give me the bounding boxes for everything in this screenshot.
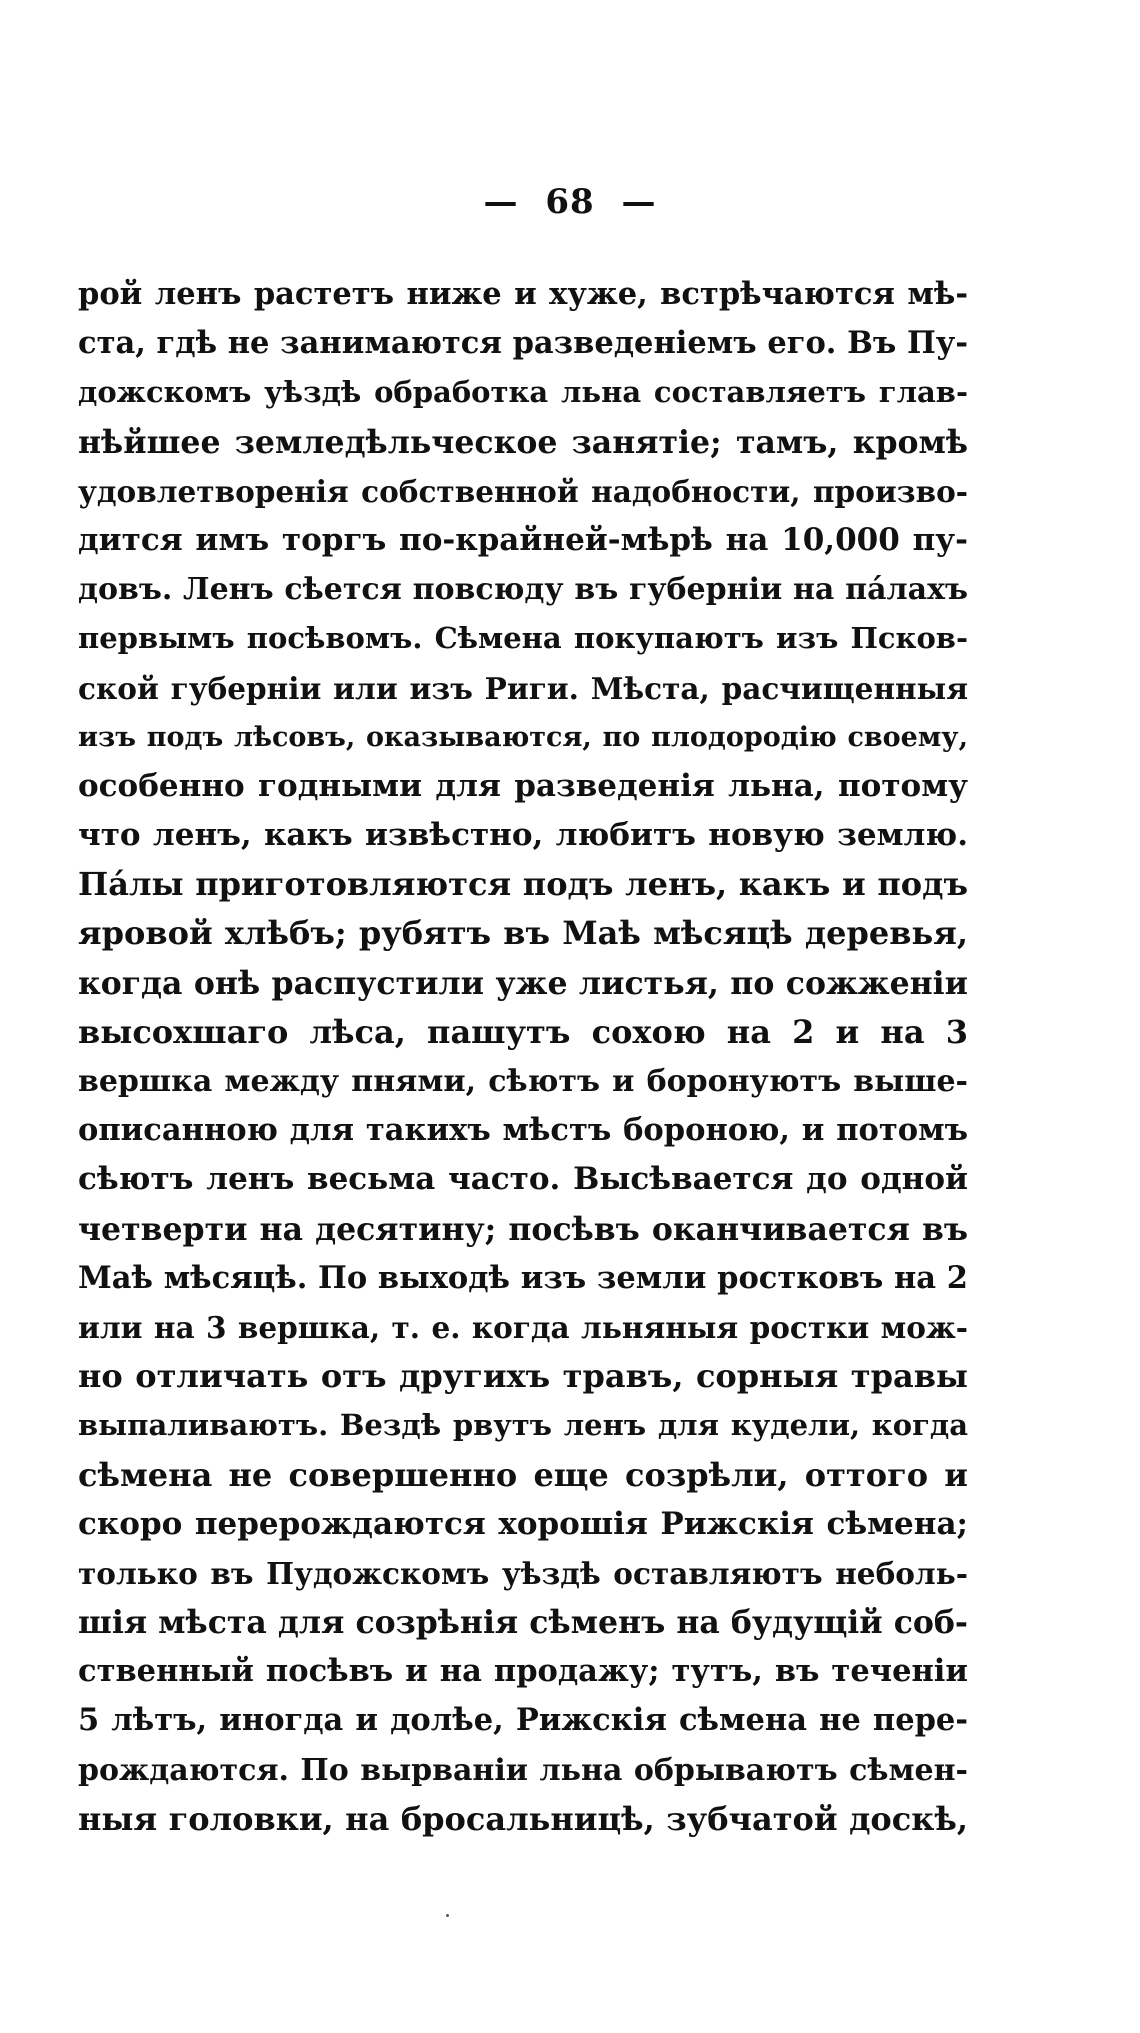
text-line: довъ. Ленъ сѣется повсюду въ губерніи на пáлахъ xyxy=(78,572,968,608)
text-line: сѣютъ ленъ весьма часто. Высѣвается до одной xyxy=(78,1161,968,1198)
text-line: или на 3 вершка, т. е. когда льняныя ростки мож- xyxy=(78,1309,968,1345)
text-line: описанною для такихъ мѣстъ бороною, и потомъ xyxy=(78,1112,968,1149)
text-line: вершка между пнями, сѣютъ и боронуютъ выше- xyxy=(78,1064,968,1099)
text-line: ста, гдѣ не занимаются разведеніемъ его. Въ Пу- xyxy=(78,325,968,362)
page-number-right-dash: — xyxy=(621,182,657,222)
text-line: ныя головки, на бросальницѣ, зубчатой доскѣ, xyxy=(78,1799,968,1838)
text-line: особенно годными для разведенія льна, потому xyxy=(78,767,968,804)
body-text xyxy=(78,270,968,1860)
text-line: удовлетворенія собственной надобности, произво- xyxy=(78,473,968,509)
text-line: высохшаго лѣса, пашутъ сохою на 2 и на 3 xyxy=(78,1012,968,1051)
text-line: только въ Пудожскомъ уѣздѣ оставляютъ неболь- xyxy=(78,1555,968,1591)
text-line: рождаются. По вырваніи льна обрываютъ сѣмен- xyxy=(78,1752,968,1788)
page-number-value: 68 xyxy=(545,182,595,222)
text-line: 5 лѣтъ, иногда и долѣе, Рижскія сѣмена не пере- xyxy=(78,1702,968,1739)
text-line: выпаливаютъ. Вездѣ рвутъ ленъ для кудели, когда xyxy=(78,1408,968,1443)
text-line: что ленъ, какъ извѣстно, любитъ новую землю. xyxy=(78,817,968,854)
print-speck xyxy=(446,1914,449,1917)
text-line: рой ленъ растетъ ниже и хуже, встрѣчаются мѣ- xyxy=(78,276,968,312)
text-line: четверти на десятину; посѣвъ оканчивается въ xyxy=(78,1210,968,1248)
page-number xyxy=(0,182,1140,222)
text-line: шія мѣста для созрѣнія сѣменъ на будущій соб- xyxy=(78,1604,968,1642)
text-line: Пáлы приготовляются подъ ленъ, какъ и подъ xyxy=(78,865,968,904)
page-number-left-dash: — xyxy=(483,182,519,222)
text-line: сѣмена не совершенно еще созрѣли, оттого и xyxy=(78,1455,968,1494)
text-line: когда онѣ распустили уже листья, по сожженіи xyxy=(78,964,968,1002)
text-line: изъ подъ лѣсовъ, оказываются, по плодородію своему, xyxy=(78,721,968,753)
text-line: Маѣ мѣсяцѣ. По выходѣ изъ земли ростковъ на 2 xyxy=(78,1259,968,1296)
text-line: дожскомъ уѣздѣ обработка льна составляетъ глав- xyxy=(78,375,968,410)
text-line: ской губерніи или изъ Риги. Мѣста, расчищенныя xyxy=(78,670,968,706)
text-line: ственный посѣвъ и на продажу; тутъ, въ теченіи xyxy=(78,1653,968,1690)
text-line: нѣйшее земледѣльческое занятіе; тамъ, кромѣ xyxy=(78,423,968,461)
text-line: дится имъ торгъ по-крайней-мѣрѣ на 10,000 пу- xyxy=(78,521,968,558)
text-line: первымъ посѣвомъ. Сѣмена покупаютъ изъ Псков- xyxy=(78,621,968,656)
text-line: скоро перерождаются хорошія Рижскія сѣмена; xyxy=(78,1505,968,1542)
text-line: яровой хлѣбъ; рубятъ въ Маѣ мѣсяцѣ деревья, xyxy=(78,914,968,953)
text-line: но отличать отъ другихъ травъ, сорныя травы xyxy=(78,1357,968,1396)
